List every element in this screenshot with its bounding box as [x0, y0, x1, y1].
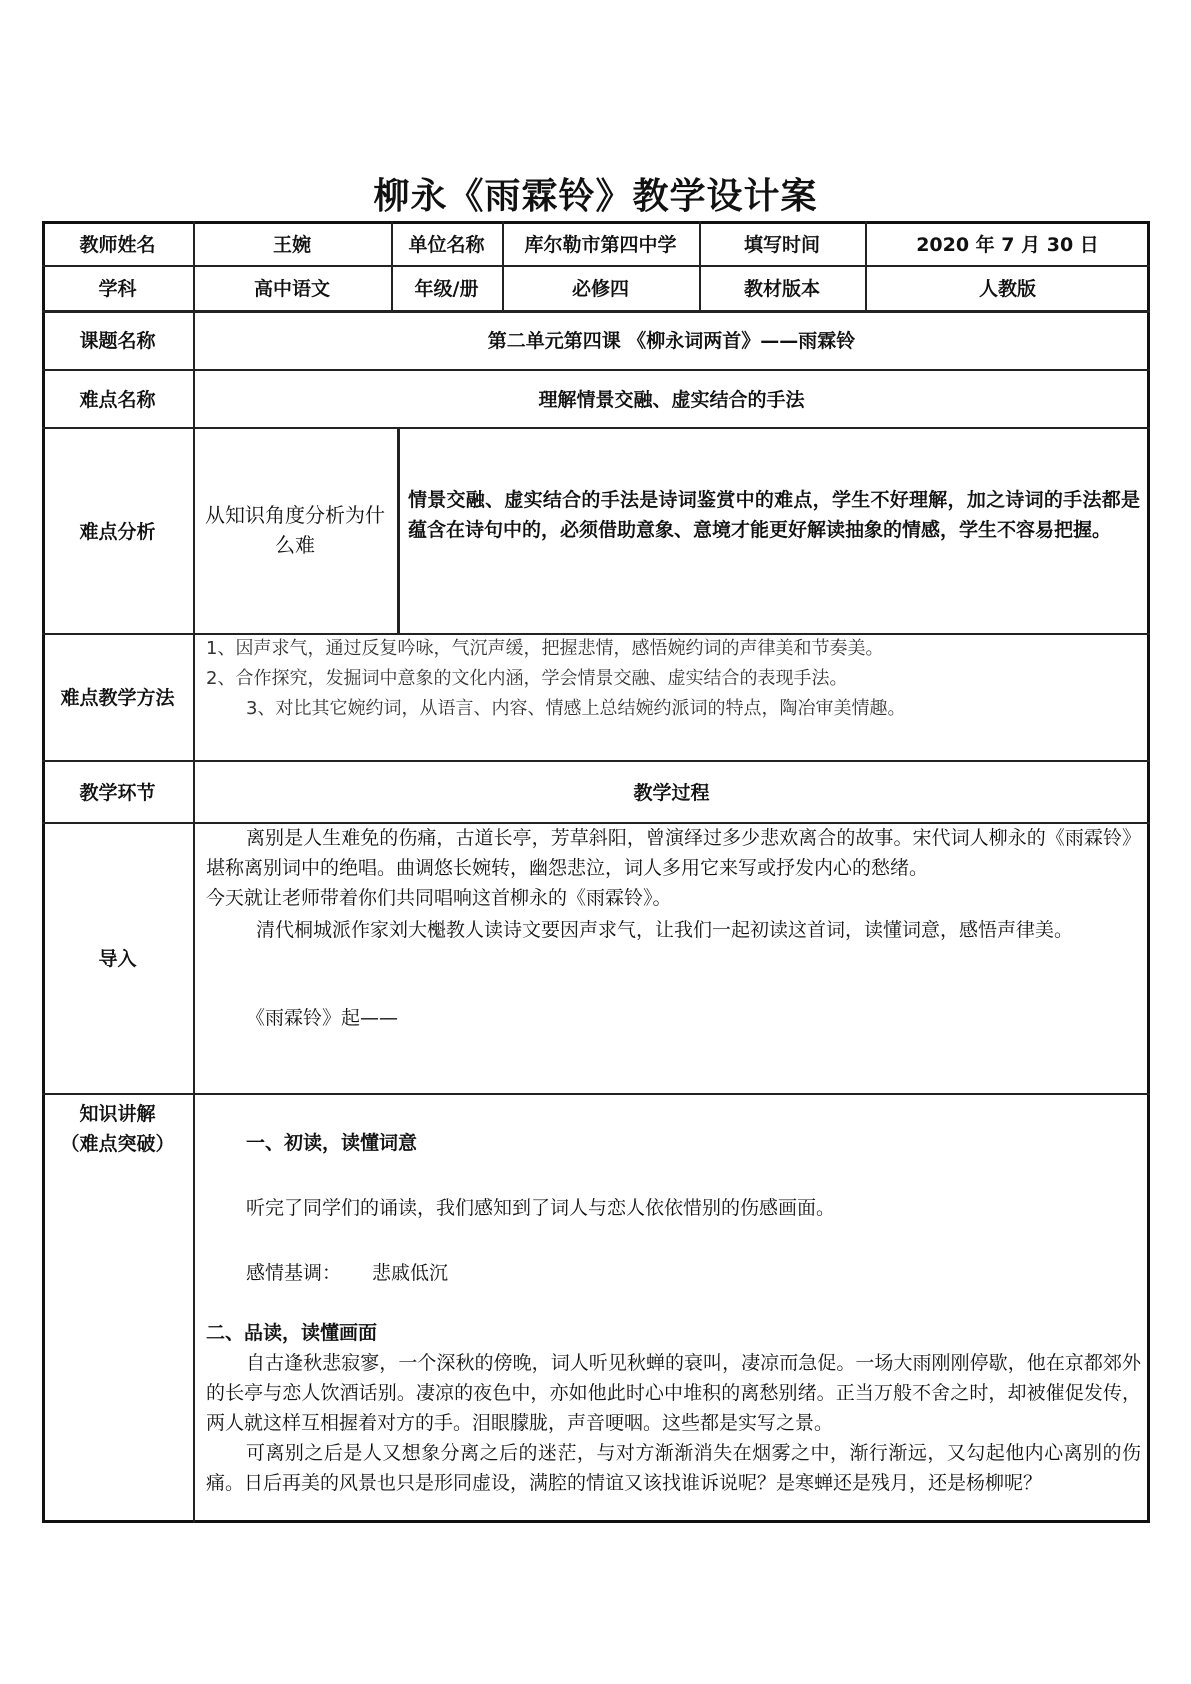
knowledge-label: 知识讲解: [79, 1102, 156, 1125]
intro-paragraph: 离别是人生难免的伤痛，古道长亭，芳草斜阳，曾演绎过多少悲欢离合的故事。宋代词人柳永的《雨霖铃》堪称离别词中的绝唱。曲调悠长婉转，幽怨悲泣，词人多用它来写或抒发内心的愁绪。: [206, 827, 1141, 879]
method-item: 1、因声求气，通过反复吟咏，气沉声缓，把握悲情，感悟婉约词的声律美和节奏美。: [206, 638, 884, 659]
tone-label: 感情基调：: [246, 1262, 342, 1284]
intro-paragraph: 《雨霖铃》起——: [246, 1007, 399, 1029]
analysis-label: 难点分析: [79, 520, 156, 543]
method-item: 2、合作探究，发掘词中意象的文化内涵，学会情景交融、虚实结合的表现手法。: [206, 668, 848, 689]
section-heading: 二、品读，读懂画面: [206, 1322, 378, 1344]
tone-value: 悲戚低沉: [372, 1262, 449, 1284]
subject-label: 学科: [98, 278, 137, 300]
row-divider: [42, 1093, 1150, 1095]
knowledge-paragraph: 自古逢秋悲寂寥，一个深秋的傍晚，词人听见秋蝉的衰叫，凄凉而急促。一场大雨刚刚停歇，他在京都郊外的长亭与恋人饮酒话别。凄凉的夜色中，亦如他此时心中堆积的离愁别绪。正当万般不舍之时，却被催促发传，两人就这样互相握着对方的手。泪眼朦胧，声音哽咽。这些都是实写之景。: [206, 1352, 1141, 1434]
fill-date-label: 填写时间: [743, 233, 820, 256]
teacher-name-value: 王婉: [272, 233, 311, 256]
knowledge-sub-label: （难点突破）: [60, 1132, 175, 1155]
subject-value: 高中语文: [253, 278, 330, 300]
grade-label: 年级/册: [414, 278, 479, 300]
method-item: 3、对比其它婉约词，从语言、内容、情感上总结婉约派词的特点，陶冶审美情趣。: [246, 698, 906, 719]
unit-name-value: 库尔勒市第四中学: [524, 233, 677, 256]
methods-label: 难点教学方法: [60, 687, 175, 709]
fill-date-value: 2020 年 7 月 30 日: [916, 233, 1099, 256]
intro-label: 导入: [98, 948, 137, 970]
lesson-label: 课题名称: [79, 330, 156, 352]
unit-name-label: 单位名称: [408, 233, 485, 256]
intro-paragraph: 清代桐城派作家刘大櫆教人读诗文要因声求气，让我们一起初读这首词，读懂词意，感悟声律美。: [256, 919, 1074, 941]
analysis-text: 情景交融、虚实结合的手法是诗词鉴赏中的难点，学生不好理解，加之诗词的手法都是蕴含在诗句中的，必须借助意象、意境才能更好解读抽象的情感，学生不容易把握。: [408, 489, 1140, 541]
process-header-value: 教学过程: [633, 781, 710, 804]
column-divider: [397, 427, 400, 633]
edition-value: 人教版: [978, 278, 1036, 300]
edition-label: 教材版本: [743, 278, 820, 300]
knowledge-paragraph: 听完了同学们的诵读，我们感知到了词人与恋人依依惜别的伤感画面。: [246, 1197, 836, 1219]
page-title: 柳永《雨霖铃》教学设计案: [373, 176, 818, 217]
intro-paragraph: 今天就让老师带着你们共同唱响这首柳永的《雨霖铃》。: [206, 887, 672, 909]
grade-value: 必修四: [571, 278, 629, 300]
lesson-value: 第二单元第四课 《柳永词两首》——雨霖铃: [487, 330, 856, 352]
section-heading: 一、初读，读懂词意: [246, 1132, 418, 1154]
difficulty-value: 理解情景交融、虚实结合的手法: [538, 388, 805, 411]
analysis-sub-label: 从知识角度分析为什么难: [205, 503, 385, 557]
process-stage-label: 教学环节: [79, 781, 156, 804]
teacher-name-label: 教师姓名: [79, 233, 156, 256]
knowledge-paragraph: 可离别之后是人又想象分离之后的迷茫，与对方渐渐消失在烟雾之中，渐行渐远，又勾起他内心离别的伤痛。日后再美的风景也只是形同虚设，满腔的情谊又该找谁诉说呢？是寒蝉还是残月，还是杨柳呢？: [206, 1442, 1141, 1494]
difficulty-label: 难点名称: [79, 388, 156, 411]
